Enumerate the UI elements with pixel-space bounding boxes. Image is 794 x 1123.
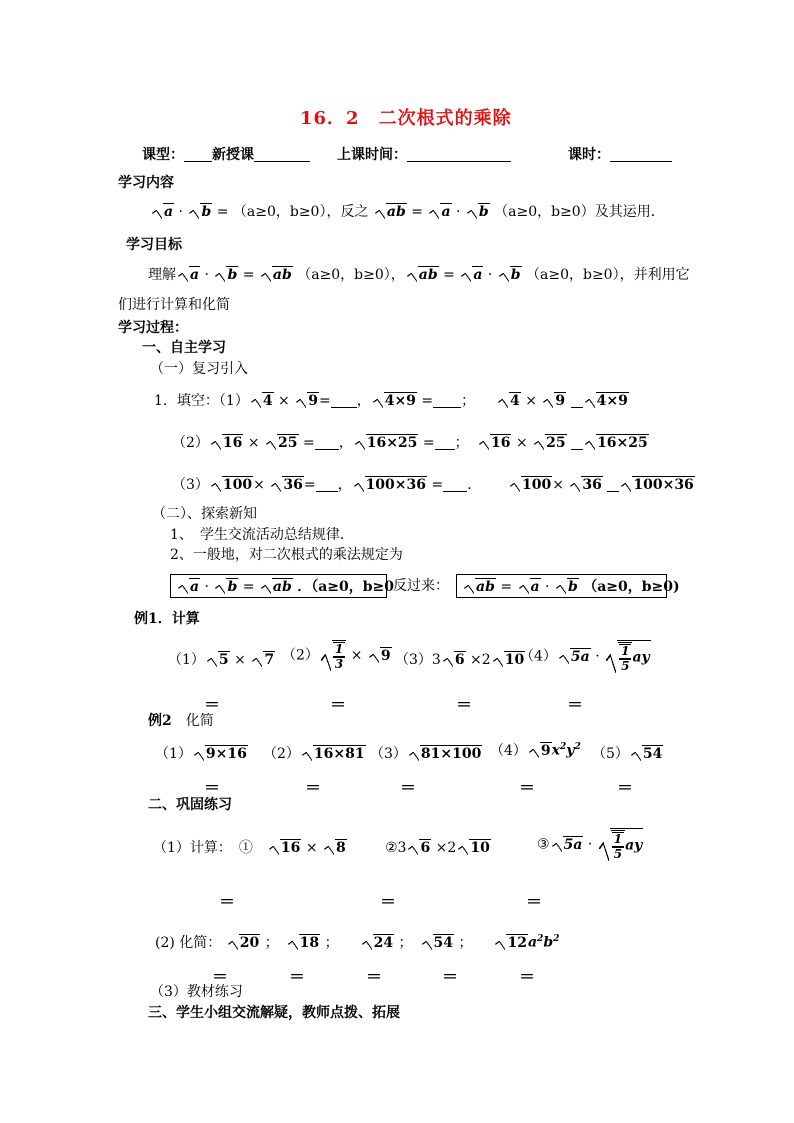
ex1-eq-3: ＝ [456,695,473,714]
ex2-eq-5: ＝ [617,778,634,797]
ex2-item-2: （2） 16×81 [263,746,365,762]
objectives-formula: 理解 a · b = ab （a≥0，b≥0）， ab = a · b （a≥0，b≥0），并利用它 [148,267,690,283]
time-label: 上课时间： [337,147,407,163]
practice-eq-3: ＝ [526,892,543,911]
section-1b: （二）、探索新知 [152,506,257,522]
ex2-item-5: （5） 54 [592,746,663,762]
simp-eq-4: ＝ [442,967,459,986]
type-value: 新授课 [212,147,254,163]
fill-compare-1: 4 × 9 4×9 [496,392,629,408]
fill-row-3: （3） 100× 36= ， 100×36 = ． [172,477,482,493]
objectives-line2: 们进行计算和化简 [118,297,230,313]
simp-eq-3: ＝ [366,967,383,986]
ex1-item-1: （1） 5 × 7 [168,652,275,668]
practice-eq-2: ＝ [380,892,397,911]
practice-calc: （1）计算： ① 16 × 8 [153,840,346,856]
ex2-item-4: （4） $9x^2y^2$ [490,742,581,759]
practice-simplify: (2) 化简： 20 ； 18 ； 24 ； 54 ； $12a^2b^2$ [155,934,560,951]
practice-calc-3: ③ 5a · $\frac{1}{5}$ ay [537,828,643,861]
ex1-item-2: （2） $\frac{1}{3}$ × 9 [282,642,391,672]
content-formula: a · b = （a≥0，b≥0），反之 ab = a · b （a≥0，b≥0）及其运用． [150,203,665,219]
practice-heading: 二、巩固练习 [148,797,232,813]
new-item-2: 2、一般地，对二次根式的乘法规定为 [170,547,403,563]
section-1a: （一）复习引入 [150,361,248,377]
new-item-1: 1、 学生交流活动总结规律． [170,527,354,543]
ex1-eq-4: ＝ [567,695,584,714]
ex2-eq-1: ＝ [204,778,221,797]
ex2-eq-3: ＝ [400,778,417,797]
simp-eq-1: ＝ [212,967,229,986]
page-title: 16．2 二次根式的乘除 [300,108,512,129]
type-label: 课型： [142,147,184,163]
textbook-exercise: （3）教材练习 [150,984,243,1000]
simp-eq-5: ＝ [519,967,536,986]
section-3: 三、学生小组交流解疑，教师点拨、拓展 [148,1005,400,1021]
fill-row-2: （2） 16 × 25 = ， 16×25 = ； [172,435,469,451]
period-label: 课时： [568,147,610,163]
fill-compare-3: 100× 36 100×36 [508,476,695,492]
simp-eq-2: ＝ [289,967,306,986]
section-1: 一、自主学习 [142,340,226,356]
example-1-heading: 例1．计算 [134,611,200,627]
reverse-formula: ab = a · b （a≥0，b≥0) [462,578,680,594]
ex1-item-4: （4） 5a · $\frac{1}{5}$ ay [520,640,651,673]
practice-calc-2: ②3 6 ×2 10 [385,840,490,856]
process-heading: 学习过程： [118,320,188,336]
content-heading: 学习内容 [118,175,174,191]
ex2-eq-2: ＝ [305,778,322,797]
fill-compare-2: 16 × 25 16×25 [477,434,649,450]
objectives-heading: 学习目标 [126,237,182,253]
ex1-eq-2: ＝ [330,695,347,714]
ex2-item-3: （3） 81×100 [370,746,482,762]
ex2-item-1: （1） 9×16 [155,746,247,762]
example-2-heading: 例2 化简 [148,713,214,729]
lesson-time [337,148,511,162]
rule-formula: a · b = ab ．（a≥0，b≥0 [176,578,394,594]
ex2-eq-4: ＝ [519,778,536,797]
lesson-period [568,148,672,162]
fill-row-1: 1．填空：（1） 4 × 9= ， 4×9 = ； [154,393,476,409]
lesson-type [142,148,310,162]
reverse-label: 反过来： [393,578,449,594]
ex1-eq-1: ＝ [204,695,221,714]
ex1-item-3: （3）3 6 ×2 10 [395,652,525,668]
practice-eq-1: ＝ [219,892,236,911]
